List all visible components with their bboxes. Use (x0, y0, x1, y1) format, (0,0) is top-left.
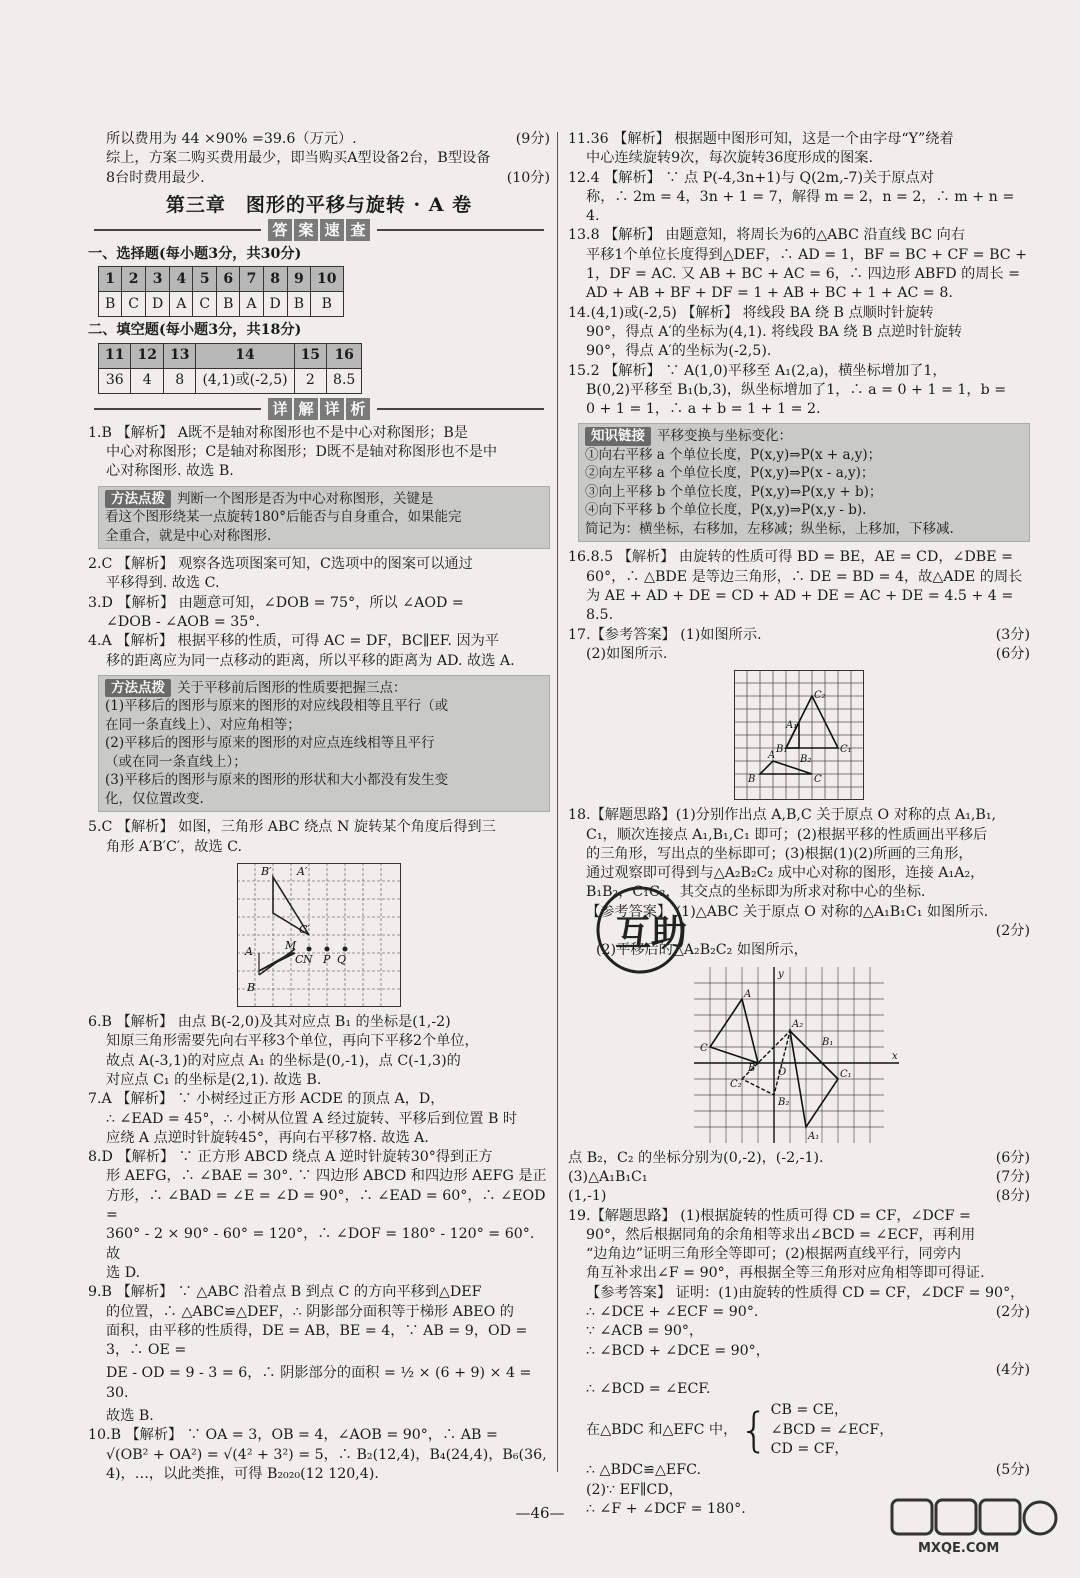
banner-char: 析 (346, 398, 370, 420)
site-logo (888, 1496, 1058, 1556)
table-cell: 15 (294, 343, 326, 368)
table-cell: C (193, 292, 217, 317)
text-line: CD = CF， (770, 1441, 849, 1458)
svg-text:C: C (295, 953, 304, 967)
score: (3分) (995, 626, 1030, 643)
banner-char: 答 (268, 219, 292, 241)
table-cell: C (122, 292, 146, 317)
text-line: ∴ ∠EAD = 45°，∴ 小树从位置 A 经过旋转、平移后到位置 B 时 (106, 1110, 518, 1127)
q18-line (568, 1187, 1030, 1206)
tip-tag: 方法点拨 (105, 679, 171, 698)
text-line: 360° - 2 × 90° - 60° = 120°，∴ ∠DOF = 180° - 120° = 60°. 故 (106, 1226, 535, 1262)
svg-text:C₁: C₁ (840, 1068, 852, 1080)
text-line: 15.2 【解析】 ∵ A(1,0)平移至 A₁(2,a)，横坐标增加了1， (568, 362, 947, 379)
logo-text: MXQE.COM (918, 1541, 1000, 1556)
table-cell: B (311, 292, 343, 317)
choice-answer-table (98, 266, 344, 317)
text-line: 化，仅位置改变. (105, 790, 204, 807)
svg-text:M: M (285, 939, 297, 953)
svg-text:A₁: A₁ (786, 720, 798, 732)
text-line: 方形，∴ ∠BAD = ∠E = ∠D = 90°，∴ ∠EAD = 60°，∴ ∠EOD = (106, 1187, 546, 1224)
text-line: 全重合，就是中心对称图形. (105, 527, 272, 544)
text-line: 心对称图形. 故选 B. (106, 463, 234, 480)
text-line: 平移变换与坐标变化： (657, 428, 792, 445)
svg-text:x: x (892, 1050, 898, 1062)
text-line: 【参考答案】 证明：(1)由旋转的性质得 CD = CF，∠DCF = 90°， (586, 1284, 1025, 1301)
answer-q17-line1 (568, 626, 1030, 645)
text-line: ②向左平移 a 个单位长度，P(x,y)⇒P(x - a,y)； (585, 465, 875, 482)
text-line: CB = CE， (770, 1402, 849, 1419)
text-line: 在△BDC 和△EFC 中， (586, 1421, 738, 1438)
text-line: DE - OD = 9 - 3 = 6，∴ 阴影部分的面积 = ½ × (6 + 9) × 4 = 30. (106, 1365, 532, 1401)
answer-q12 (568, 169, 1030, 227)
text-line: 16.8.5 【解析】 由旋转的性质可得 BD = BE，AE = CD，∠DBE = (568, 549, 1013, 566)
banner-char: 解 (294, 398, 318, 420)
answer-q13 (568, 226, 1030, 303)
table-cell: 11 (99, 343, 131, 368)
table-cell: 9 (287, 267, 310, 292)
text-line: (2)∵ EF∥CD， (586, 1481, 683, 1498)
q19-line (568, 1303, 1030, 1322)
banner-line (377, 229, 544, 231)
score: (4分) (995, 1361, 1030, 1378)
text-line: 7.A 【解析】 ∵ 小树经过正方形 ACDE 的顶点 A，D， (88, 1091, 445, 1108)
page-number: —46— (515, 1504, 565, 1522)
text-line: 判断一个图形是否为中心对称图形，关键是 (177, 490, 434, 507)
table-cell: 2 (294, 368, 326, 393)
svg-text:A′: A′ (297, 865, 308, 879)
text-line: 面积，由平移的性质得，DE = AB，BE = 4，∵ AB = 9，OD = 3，∴ OE = (106, 1322, 528, 1359)
score: (2分) (995, 923, 1030, 940)
text-line: 故选 B. (106, 1407, 154, 1424)
banner-detailed-analysis (88, 398, 550, 420)
text-line: (3)平移后的图形与原来的图形的形状和大小都没有发生变 (105, 772, 449, 789)
prev-line-3 (88, 169, 550, 188)
score: (8分) (995, 1188, 1030, 1205)
table-cell: 36 (99, 368, 131, 393)
table-cell: D (146, 292, 170, 317)
text-line: 19.【解题思路】 (1)根据旋转的性质可得 CD = CF，∠DCF = (568, 1207, 971, 1224)
svg-text:B: B (748, 1062, 756, 1074)
text-line: 对应点 C₁ 的坐标是(2,1). 故选 B. (106, 1071, 322, 1088)
text-line: 所以费用为 44 ×90% =39.6（万元）. (106, 131, 357, 147)
table-cell: 10 (311, 267, 343, 292)
svg-text:C₂: C₂ (814, 690, 826, 702)
method-tip-2 (98, 675, 550, 813)
answer-q3 (88, 594, 550, 633)
text-line: 为 AE + AD + DE = CD + AD + DE = AC + DE = 4.5 + 4 = 8.5. (586, 588, 1014, 624)
text-line: 平移得到. 故选 C. (106, 575, 220, 592)
answer-q16 (568, 548, 1030, 625)
text-line: 应绕 A 点逆时针旋转45°，再向右平移7格. 故选 A. (106, 1129, 429, 1146)
section-heading: 一、选择题(每小题3分，共30分) (88, 246, 302, 263)
text-line: 60°，∴ △BDE 是等边三角形，∴ DE = BD = 4，故△ADE 的周长 (586, 568, 1023, 585)
text-line: 综上，方案二购买费用最少，即当购买A型设备2台，B型设备 (106, 150, 491, 167)
score: (10分) (506, 169, 550, 186)
text-line: 在同一条直线上）、对应角相等； (105, 716, 301, 733)
table-cell: 14 (196, 343, 294, 368)
text-line: 角互补求出∠F = 90°，再根据全等三角形对应角相等即可得证. (586, 1265, 985, 1282)
text-line: (3)△A₁B₁C₁ (568, 1168, 648, 1185)
svg-text:B: B (748, 774, 756, 786)
svg-text:A: A (744, 988, 752, 1000)
prev-line-1 (88, 130, 550, 149)
text-line: 称，∴ 2m = 4，3n + 1 = 7，解得 m = 2，n = 2，∴ m + n = 4. (586, 188, 1015, 225)
svg-text:C′: C′ (299, 923, 310, 937)
svg-text:B′: B′ (261, 865, 272, 879)
q19-congruence-system (568, 1401, 1030, 1459)
banner-line (94, 408, 261, 410)
banner-char: 详 (320, 398, 344, 420)
text-line: 6.B 【解析】 由点 B(-2,0)及其对应点 B₁ 的坐标是(1,-2) (88, 1014, 451, 1031)
text-line: ④向下平移 b 个单位长度，P(x,y)⇒P(x,y - b). (585, 502, 867, 519)
watermark-stamp (575, 875, 725, 1025)
table-cell: B (99, 292, 122, 317)
text-line: ∠BCD = ∠ECF， (770, 1421, 894, 1438)
text-line: “边角边”证明三角形全等即可；(2)根据两直线平行，同旁内 (586, 1246, 962, 1263)
text-line: (2)平移后的△A₂B₂C₂ 如图所示， (596, 942, 808, 959)
banner-quick-answers (88, 219, 550, 241)
answer-q18-cont (568, 1149, 1030, 1207)
text-line: B₁B₂，C₁C₂，其交点的坐标即为所求对称中心的坐标. (586, 884, 926, 901)
banner-char: 详 (268, 398, 292, 420)
q18-line (568, 1168, 1030, 1187)
text-line: 14.(4,1)或(-2,5) 【解析】 将线段 BA 绕 B 点顺时针旋转 (568, 304, 934, 321)
banner-char: 查 (346, 219, 370, 241)
answer-q15 (568, 362, 1030, 420)
figure-q17-grid (734, 670, 864, 800)
text-line: ①向右平移 a 个单位长度，P(x,y)⇒P(x + a,y)； (585, 446, 882, 463)
stamp-text: 互助 (615, 913, 688, 954)
text-line: 17.【参考答案】 (1)如图所示. (568, 626, 762, 643)
table-cell: 4 (131, 368, 163, 393)
text-line: ∠DOB - ∠AOB = 35°. (106, 614, 260, 631)
text-line: C₁，顺次连接点 A₁,B₁,C₁ 即可；(2)根据平移的性质画出平移后 (586, 826, 988, 843)
text-line: 看这个图形绕某一点旋转180°后能否与自身重合，如果能完 (105, 509, 462, 526)
svg-text:O: O (778, 1066, 787, 1078)
text-line: 90°，得点 A′的坐标为(4,1). 将线段 BA 绕 B 点逆时针旋转 (586, 323, 963, 340)
text-line: 4.A 【解析】 根据平移的性质，可得 AC = DF，BC∥EF. 因为平 (88, 633, 500, 650)
text-line: (1,-1) (568, 1188, 607, 1205)
table-cell: A (170, 292, 193, 317)
svg-text:A₁: A₁ (808, 1130, 820, 1142)
text-line: 13.8 【解析】 由题意知，将周长为6的△ABC 沿直线 BC 向右 (568, 227, 965, 244)
text-line: 的位置，∴ △ABC≌△DEF，∴ 阴影部分面积等于梯形 ABEO 的 (106, 1303, 514, 1320)
text-line: 5.C 【解析】 如图，三角形 ABC 绕点 N 旋转某个角度后得到三 (88, 819, 496, 836)
svg-text:A: A (768, 750, 776, 762)
text-line: 90°，然后根据同角的余角相等求出∠BCD = ∠ECF，再利用 (586, 1226, 976, 1243)
table-cell: 5 (193, 267, 217, 292)
table-cell: 8 (263, 267, 287, 292)
text-line: 通过观察即可得到与△A₂B₂C₂ 成中心对称的图形，连接 A₁A₂， (586, 865, 985, 882)
score: (6分) (995, 645, 1030, 662)
answer-q7 (88, 1090, 550, 1148)
svg-text:B: B (247, 981, 256, 995)
score: (6分) (995, 1149, 1030, 1166)
text-line: ∴ ∠BCD + ∠DCE = 90°， (586, 1342, 770, 1359)
svg-text:B₂: B₂ (778, 1096, 790, 1108)
text-line: 移的距离应为同一点移动的距离，所以平移的距离为 AD. 故选 A. (106, 652, 515, 669)
left-column (88, 130, 550, 1484)
figure-q18-coordinate-grid (694, 967, 904, 1143)
text-line: 12.4 【解析】 ∵ 点 P(-4,3n+1)与 Q(2m,-7)关于原点对 (568, 169, 934, 186)
text-line: 4)，…，以此类推，可得 B₂₀₂₀(12 120,4). (106, 1465, 379, 1482)
text-line: 平移1个单位长度得到△DEF，∴ AD = 1，BF = BC + CF = BC + (586, 246, 1028, 263)
brace-items (771, 1401, 894, 1459)
text-line: 点 B₂，C₂ 的坐标分别为(0,-2)，(-2,-1). (568, 1149, 824, 1166)
text-line: 【参考答案】 (1)△ABC 关于原点 O 对称的△A₁B₁C₁ 如图所示. (586, 903, 989, 920)
answer-q5 (88, 818, 550, 857)
text-line: 角形 A′B′C′，故选 C. (106, 838, 243, 855)
answer-q11 (568, 130, 1030, 169)
text-line: 形 AEFG，∴ ∠BAE = 30°. ∵ 四边形 ABCD 和四边形 AEFG 是正 (106, 1168, 547, 1185)
banner-char: 案 (294, 219, 318, 241)
text-line: 中心对称图形；C是轴对称图形；D既不是轴对称图形也不是中 (106, 444, 498, 461)
answer-q6 (88, 1013, 550, 1090)
text-line: ∵ ∠ACB = 90°， (586, 1323, 704, 1340)
answer-q8 (88, 1148, 550, 1283)
svg-text:A: A (245, 945, 253, 959)
svg-text:C: C (814, 774, 822, 786)
text-line: 的三角形，写出点的坐标即可；(3)根据(1)(2)所画的三角形， (586, 845, 973, 862)
section-heading: 二、填空题(每小题3分，共18分) (88, 322, 302, 339)
table-cell: 7 (240, 267, 263, 292)
svg-text:B₁: B₁ (776, 744, 788, 756)
table-cell: 2 (122, 267, 146, 292)
score: (9分) (515, 131, 550, 147)
banner-line (94, 229, 261, 231)
answer-q10 (88, 1426, 550, 1484)
text-line: 18.【解题思路】(1)分别作出点 A,B,C 关于原点 O 对称的点 A₁,B₁, (568, 807, 997, 824)
text-line: 3.D 【解析】 由题意可知，∠DOB = 75°，所以 ∠AOD = (88, 594, 464, 611)
chapter-title: 第三章 图形的平移与旋转 · A 卷 (165, 193, 473, 216)
table-cell: B (287, 292, 310, 317)
svg-text:C₂: C₂ (730, 1078, 742, 1090)
text-line: 10.B 【解析】 ∵ OA = 3，OB = 4，∠AOB = 90°，∴ AB = (88, 1427, 498, 1444)
right-column (568, 130, 1030, 1519)
answer-q4 (88, 632, 550, 671)
text-line: ∴ ∠BCD = ∠ECF. (586, 1381, 711, 1398)
answer-q19 (568, 1207, 1030, 1520)
column-divider (557, 132, 558, 1472)
text-line: 关于平移前后图形的性质要把握三点： (177, 679, 407, 696)
text-line: ∴ ∠DCE + ∠ECF = 90°. (586, 1303, 759, 1320)
table-cell: 6 (217, 267, 240, 292)
text-line: 9.B 【解析】 ∵ △ABC 沿着点 B 到点 C 的方向平移到△DEF (88, 1284, 482, 1301)
q19-line (568, 1461, 1030, 1480)
text-line: √(OB² + OA²) = √(4² + 3²) = 5，∴ B₂(12,4)，B₄(24,4)，B₆(36, (106, 1446, 547, 1463)
text-line: 中心连续旋转9次，每次旋转36度形成的图案. (586, 150, 873, 167)
banner-line (377, 408, 544, 410)
score: (2分) (995, 1303, 1030, 1320)
table-cell: D (263, 292, 287, 317)
text-line: 故点 A(-3,1)的对应点 A₁ 的坐标是(0,-1)，点 C(-1,3)的 (106, 1052, 461, 1069)
fill-answer-table (98, 343, 362, 394)
text-line: ∴ △BDC≌△EFC. (586, 1462, 701, 1479)
text-line: 90°，得点 A′的坐标为(-2,5). (586, 343, 772, 360)
method-tip-1 (98, 486, 550, 550)
text-line: 2.C 【解析】 观察各选项图案可知，C选项中的图案可以通过 (88, 556, 473, 573)
svg-text:A₂: A₂ (792, 1018, 804, 1030)
figure-q5-rotation-grid (237, 863, 401, 1007)
table-cell: 8 (163, 368, 195, 393)
text-line: 选 D. (106, 1264, 141, 1281)
answer-q9 (88, 1283, 550, 1426)
score: (7分) (995, 1168, 1030, 1185)
answer-q14 (568, 304, 1030, 362)
svg-text:P: P (323, 953, 331, 967)
score: (5分) (995, 1462, 1030, 1479)
table-cell: 16 (327, 343, 362, 368)
text-line: 11.36 【解析】 根据题中图形可知，这是一个由字母“Y”绕着 (568, 131, 954, 147)
table-cell: (4,1)或(-2,5) (196, 368, 294, 393)
svg-text:C: C (700, 1042, 708, 1054)
table-cell: 8.5 (327, 368, 362, 393)
text-line: 0 + 1 = 1，∴ a + b = 1 + 1 = 2. (586, 401, 821, 418)
text-line: ∴ ∠F + ∠DCF = 180°. (586, 1500, 746, 1517)
knowledge-link (578, 423, 1030, 542)
svg-text:B₁: B₁ (822, 1036, 834, 1048)
table-cell: 1 (99, 267, 122, 292)
text-line: (2)平移后的图形与原来的图形的对应点连线相等且平行 (105, 735, 435, 752)
table-cell: 3 (146, 267, 170, 292)
tip-tag: 知识链接 (585, 427, 651, 446)
text-line: (2)如图所示. (586, 645, 668, 662)
svg-text:N: N (303, 953, 313, 967)
text-line: B(0,2)平移至 B₁(b,3)，纵坐标增加了1，∴ a = 0 + 1 = 1，b = (586, 381, 1007, 398)
table-cell: B (217, 292, 240, 317)
text-line: 1，DF = AC. 又 AB + BC + AC = 6，∴ 四边形 ABFD 的周长 = (586, 266, 1021, 283)
svg-text:y: y (778, 968, 784, 980)
table-cell: 12 (131, 343, 163, 368)
table-cell: 13 (163, 343, 195, 368)
tip-tag: 方法点拨 (105, 490, 171, 509)
text-line: 8台时费用最少. (106, 169, 205, 186)
text-line: AD + AB + BF + DF = 1 + AB + BC + 1 + AC = 8. (586, 285, 953, 302)
text-line: 简记为：横坐标，右移加，左移减；纵坐标，上移加，下移减. (585, 520, 954, 537)
svg-text:C₁: C₁ (840, 744, 852, 756)
table-cell: A (240, 292, 263, 317)
brace: { (739, 1403, 769, 1458)
banner-char: 速 (320, 219, 344, 241)
text-line: 8.D 【解析】 ∵ 正方形 ABCD 绕点 A 逆时针旋转30°得到正方 (88, 1149, 493, 1166)
answer-q2 (88, 555, 550, 594)
text-line: ③向上平移 b 个单位长度，P(x,y)⇒P(x,y + b)； (585, 483, 883, 500)
text-line: 1.B 【解析】 A既不是轴对称图形也不是中心对称图形；B是 (88, 424, 468, 441)
table-cell: 4 (170, 267, 193, 292)
text-line: （或在同一条直线上）； (105, 753, 247, 770)
text-line: (1)平移后的图形与原来的图形的对应线段相等且平行（或 (105, 698, 449, 715)
svg-text:B₂: B₂ (800, 754, 812, 766)
text-line: 知原三角形需要先向右平移3个单位，再向下平移2个单位， (106, 1033, 479, 1050)
answer-q1 (88, 424, 550, 482)
q19-line (568, 1361, 1030, 1380)
answer-q17-line2 (568, 645, 1030, 664)
svg-text:Q: Q (337, 953, 347, 967)
q18-line (568, 1149, 1030, 1168)
